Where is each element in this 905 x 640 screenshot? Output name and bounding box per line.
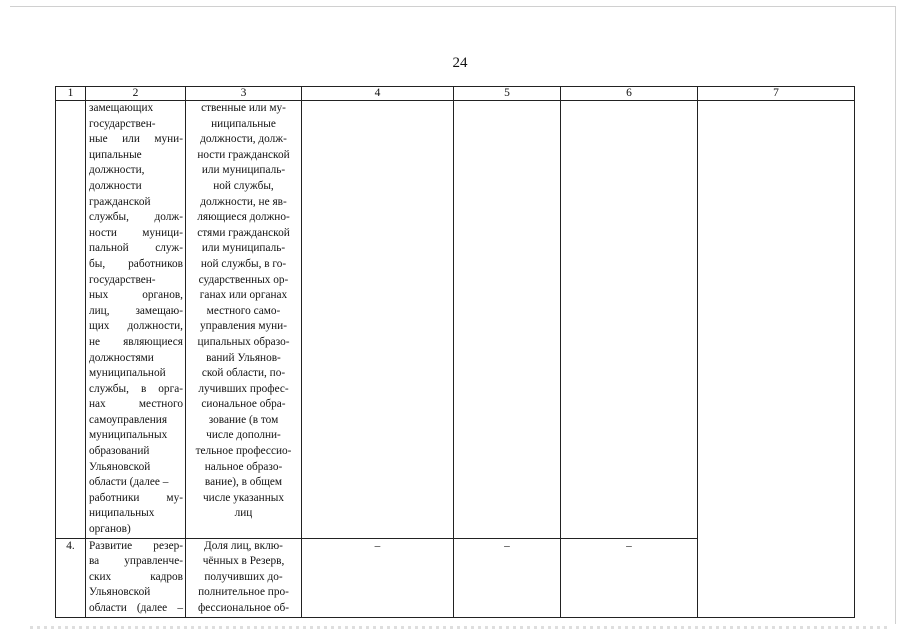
text-line: должности, долж-	[200, 133, 287, 146]
text-line: ности муници-	[89, 226, 183, 239]
value-cell-4	[302, 101, 454, 539]
text-line: Доля лиц, вклю-	[204, 539, 283, 552]
column-header-7: 7	[698, 87, 855, 101]
text-line: или муниципаль-	[201, 164, 286, 177]
text-line: образований	[89, 445, 150, 458]
text-line: ниципальные	[211, 117, 276, 130]
text-line: вание), в общем	[204, 476, 283, 489]
text-line: нальное образо-	[204, 460, 283, 473]
objective-text-cell	[86, 101, 186, 539]
text-line: Ульяновской	[89, 586, 151, 599]
column-header-5: 5	[454, 87, 561, 101]
text-line: фессиональное об-	[197, 602, 290, 614]
column-header-6: 6	[561, 87, 698, 101]
text-line: области (далее –	[89, 476, 169, 489]
text-line: числе дополни-	[206, 429, 281, 442]
column-header-2: 2	[86, 87, 186, 101]
text-line: лучивших профес-	[198, 382, 289, 395]
text-line: Развитие резер-	[89, 539, 183, 552]
text-line: ляющиеся должно-	[197, 211, 290, 224]
text-line: сударственных ор-	[198, 273, 289, 286]
table-row-continued	[56, 101, 855, 539]
text-line: области (далее –	[89, 602, 183, 614]
text-line: ных органов,	[89, 289, 183, 302]
text-line: ской области, по-	[201, 367, 286, 380]
dash-cell-6: –	[561, 538, 698, 617]
text-line: не являющиеся	[89, 335, 183, 348]
text-line: ности гражданской	[197, 148, 290, 161]
document-table	[55, 86, 855, 618]
text-line: ственные или му-	[201, 102, 286, 114]
text-line: ских кадров	[89, 570, 183, 583]
text-line: государствен-	[89, 117, 156, 130]
indicator-text-cell	[186, 101, 302, 539]
scan-artifact-line	[30, 626, 890, 629]
text-line: щих должности,	[89, 320, 183, 333]
text-line: муниципальной	[89, 367, 166, 380]
text-line: чённых в Резерв,	[202, 555, 285, 568]
row-number-cell	[56, 101, 86, 539]
column-number-row	[56, 87, 855, 101]
text-line: ципальные	[89, 148, 142, 161]
dash-cell-5: –	[454, 538, 561, 617]
value-cell-7	[698, 101, 855, 618]
text-line: пальной служ-	[89, 242, 183, 255]
text-line: органов)	[89, 523, 131, 536]
text-line: службы, в орга-	[89, 382, 183, 395]
row-number-cell: 4.	[56, 538, 86, 617]
text-line: ной службы,	[213, 179, 274, 192]
column-header-4: 4	[302, 87, 454, 101]
text-line: тельное профессио-	[195, 445, 292, 458]
text-line: государствен-	[89, 273, 156, 286]
text-line: получивших до-	[204, 570, 283, 583]
text-line: должностями	[89, 351, 154, 364]
text-line: полнительное про-	[198, 586, 289, 599]
objective-text-cell	[86, 538, 186, 617]
column-header-3: 3	[186, 87, 302, 101]
text-line: местного само-	[206, 304, 281, 317]
text-line: числе указанных	[202, 491, 284, 504]
text-line: Ульяновской	[89, 460, 151, 473]
text-line: ваний Ульянов-	[206, 351, 281, 364]
text-line: сиональное обра-	[201, 398, 286, 411]
text-line: ва управленче-	[89, 555, 183, 568]
text-line: замещающих	[89, 102, 154, 114]
text-line: управления муни-	[200, 320, 287, 333]
value-cell-6	[561, 101, 698, 539]
text-line: ной службы, в го-	[200, 257, 287, 270]
text-line: должности	[89, 179, 142, 192]
text-line: стями гражданской	[197, 226, 290, 239]
text-line: зование (в том	[208, 413, 279, 426]
text-line: самоуправления	[89, 413, 168, 426]
indicator-text-cell	[186, 538, 302, 617]
text-line: должности, не яв-	[200, 195, 287, 208]
text-line: гражданской	[89, 195, 151, 208]
page-number: 24	[452, 55, 468, 71]
text-line: лиц, замещаю-	[89, 304, 183, 317]
text-line: муниципальных	[89, 429, 168, 442]
text-line: работники му-	[89, 491, 183, 504]
column-header-1: 1	[56, 87, 86, 101]
text-line: ниципальных	[89, 507, 155, 520]
text-line: ные или муни-	[89, 133, 183, 146]
dash-cell-4: –	[302, 538, 454, 617]
text-line: бы, работников	[89, 257, 183, 270]
text-line: нах местного	[89, 398, 183, 411]
text-line: лиц	[234, 507, 253, 520]
text-line: ганах или органах	[199, 289, 288, 302]
text-line: должности,	[89, 164, 145, 177]
text-line: службы, долж-	[89, 211, 183, 224]
text-line: или муниципаль-	[201, 242, 286, 255]
value-cell-5	[454, 101, 561, 539]
text-line: ципальных образо-	[197, 335, 290, 348]
